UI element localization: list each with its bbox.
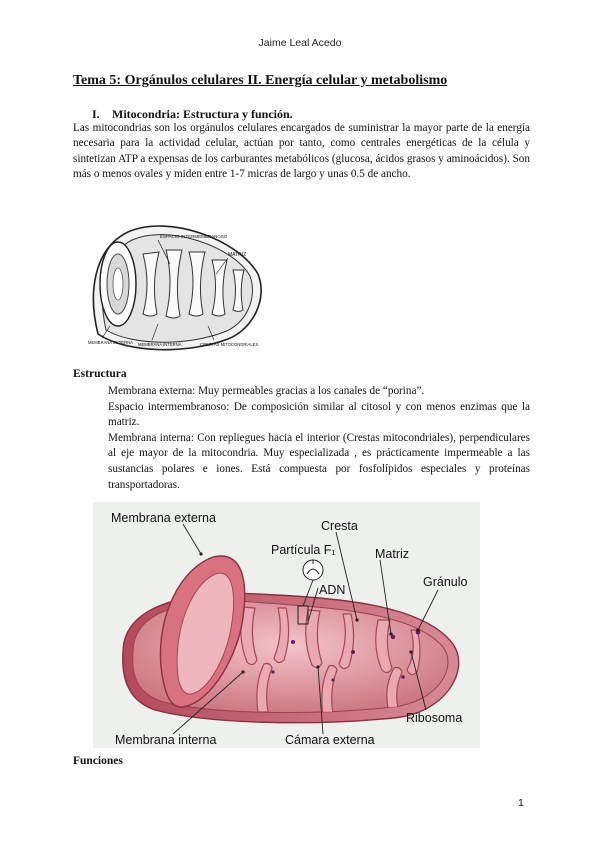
diagram-label-membrana-interna: Membrana interna — [115, 733, 217, 747]
diagram-label-membrana-externa: Membrana externa — [111, 511, 216, 525]
mitochondria-color-figure — [93, 502, 480, 748]
section-number: I. — [92, 107, 100, 121]
page-title: Tema 5: Orgánulos celulares II. Energía celular y metabolismo — [73, 73, 448, 88]
diagram-label-adn: ADN — [319, 583, 346, 597]
sketch-label-matriz: MATRIZ — [228, 252, 247, 258]
diagram-label-ribosoma: Ribosoma — [406, 711, 463, 725]
funciones-heading: Funciones — [73, 755, 123, 767]
section-heading — [92, 107, 293, 122]
diagram-label-camara-externa: Cámara externa — [285, 733, 375, 747]
sketch-label-crestas: CRESTAS MITOCONDRIALES — [200, 342, 259, 347]
diagram-label-cresta: Cresta — [321, 519, 358, 533]
intro-paragraph: Las mitocondrias son los orgánulos celulares encargados de suministrar la mayor parte de la energía necesaria para la actividad celular, actúan por tanto, como centrales energéticas de la célula y sintetizan ATP a expensas de los carburantes metabólicos (glucosa, ácidos grasos y aminoácidos). Son más o menos ovales y miden entre 1-7 micras de largo y unas 0.5 de ancho. — [73, 122, 530, 180]
estructura-item: Membrana interna: Con repliegues hacia el interior (Crestas mitocondriales), perpendiculares al eje mayor de la mitocondria. Muy especializada , es prácticamente impermeable a las sustancias polares e iones. Está compuesta por fosfolípidos especiales y proteínas transportadoras. — [108, 431, 530, 491]
sketch-label-membrana-externa: MEMBRANA EXTERNA — [88, 340, 133, 345]
page-header-author: Jaime Leal Acedo — [258, 37, 342, 49]
estructura-heading: Estructura — [73, 368, 127, 380]
estructura-item: Membrana externa: Muy permeables gracias a los canales de “porina”. — [108, 385, 425, 397]
diagram-label-matriz: Matriz — [375, 547, 410, 561]
section-heading-text: Mitocondria: Estructura y función. — [112, 107, 293, 121]
estructura-list — [108, 384, 530, 493]
estructura-item: Espacio intermembranoso: De composición similar al citosol y con menos enzimas que la matriz. — [108, 400, 530, 429]
diagram-label-particula: Partícula F₁ — [271, 543, 336, 557]
sketch-label-espacio: ESPACIO INTERMEMBRANOSO — [160, 234, 228, 239]
diagram-label-granulo: Gránulo — [423, 575, 468, 589]
sketch-label-membrana-interna: MEMBRANA INTERNA — [138, 342, 182, 347]
mitochondria-sketch-figure — [88, 214, 268, 356]
page-number: 1 — [518, 797, 524, 809]
